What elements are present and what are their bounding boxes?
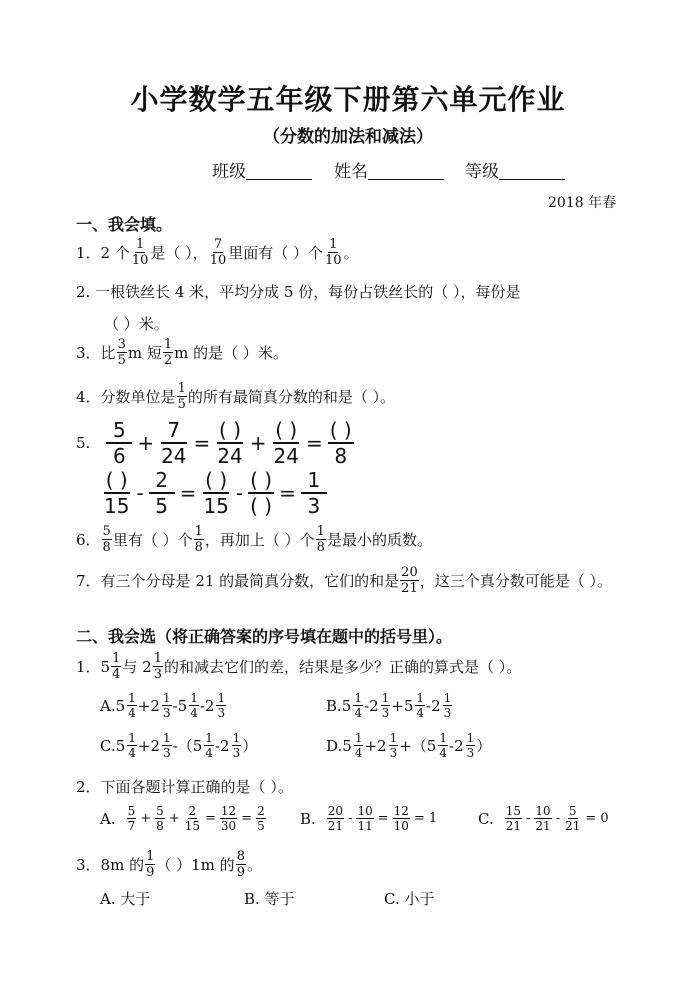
page-subtitle: （分数的加法和减法） [263,127,433,147]
numerator: 1 [128,731,136,745]
operator: = [179,481,197,505]
operator: + [391,696,404,715]
mixed-number [369,692,391,719]
operator: = 0 [585,811,609,826]
whole: 5 [403,696,414,715]
s2-q2-option-b[interactable] [300,805,440,832]
term-label: 2018 年春 [548,195,617,211]
operator: -（ [172,737,193,755]
numerator: 1 [217,691,226,705]
numerator: 5 [156,804,164,818]
mixed-number [377,732,399,759]
fraction: $\frac{1}{9}$ [146,849,155,880]
s2-q1-option-c[interactable] [100,732,257,759]
whole: 2 [454,736,464,755]
numerator: 15 [505,804,521,818]
fraction [127,692,137,719]
numerator: 1 [128,691,136,705]
class-blank[interactable] [246,161,312,180]
operator: + [137,431,155,455]
fraction [393,805,410,832]
mixed-number [150,692,172,719]
grade-label: 等级 [465,162,499,182]
whole: 2 [150,696,160,715]
s2-q3-option-a[interactable]: A. 大于 [100,890,151,908]
denominator: 3 [232,746,241,760]
denominator: 21 [535,819,551,833]
fraction: $\frac{8}{9}$ [236,849,245,880]
numerator: 1 [190,691,198,705]
operator: = [193,431,211,455]
operator: + [364,736,378,755]
fraction [127,805,137,832]
numerator: 1 [232,731,241,745]
fraction [564,805,581,832]
denominator: 4 [128,746,136,760]
fraction [534,805,551,832]
whole: 2 [369,696,379,715]
class-label: 班级 [212,162,246,182]
operator: = [241,811,253,826]
mixed-number [150,732,172,759]
grade-field [465,157,565,182]
fraction [102,470,131,516]
fraction [204,732,214,759]
mixed-number [193,732,215,759]
page-title: 小学数学五年级下册第六单元作业 [130,83,566,116]
denominator: 5 [257,819,265,833]
whole: 5 [177,696,188,715]
operator: + [137,696,151,715]
whole: 5 [342,736,352,755]
operator: + [168,811,180,826]
whole: 2 [431,696,441,715]
numerator: 1 [205,731,213,745]
paren: ） [476,737,492,755]
name-label: 姓名 [334,162,368,182]
denominator: 11 [357,819,373,833]
numerator: 1 [162,691,171,705]
numerator: 10 [535,804,551,818]
numerator: 1 [389,731,398,745]
denominator: 8 [334,444,348,468]
numerator: ( ) [203,470,229,494]
fraction [415,692,425,719]
denominator: 21 [327,819,344,833]
operator: - [172,696,178,715]
denominator: 4 [354,746,363,760]
denominator: ( ) [250,494,273,518]
fraction [327,805,344,832]
s2-q3-option-c[interactable]: C. 小于 [384,890,435,908]
fraction [389,732,399,759]
operator: +（ [399,737,427,755]
s2-q1-option-a[interactable] [100,692,227,719]
denominator: 3 [307,494,321,518]
s1-question-2-line2: （ ）米。 [104,315,169,333]
denominator: 15 [184,819,200,833]
numerator: 1 [443,691,452,705]
fraction [328,420,354,466]
numerator: 5 [127,804,136,818]
fraction: $\frac{5}{8}$ [102,524,111,555]
denominator: 21 [505,819,521,833]
numerator: ( ) [248,470,274,494]
operator: = [305,431,323,455]
numerator: 2 [188,804,197,818]
s2-question-3: 3． 8m 的 $\frac{1}{9}$ （ ）1m 的 $\frac{8}{9}$ 。 [76,849,262,880]
name-field [334,157,444,182]
denominator: 7 [127,819,136,833]
numerator: 12 [393,804,409,818]
fraction [443,692,453,719]
mixed-number [431,692,453,719]
numerator: 1 [381,691,390,705]
mixed-number [205,692,227,719]
option-label: B. [326,696,342,715]
mixed-number [178,692,200,719]
numerator: 1 [439,731,447,745]
numerator: ( ) [217,420,243,444]
grade-blank[interactable] [499,161,565,180]
s1-question-5-row2 [100,470,329,516]
fraction [127,732,137,759]
numerator: 1 [354,691,362,705]
operator: + [137,736,151,755]
fraction [353,692,363,719]
mixed-number [116,692,138,719]
numerator: 10 [357,804,373,818]
denominator: 3 [163,746,171,760]
fraction [356,805,373,832]
fraction: $\frac{3}{5}$ [117,337,126,368]
s1-question-5-row1: 5. $\frac{5}{6}$ + $\frac{7}{24}$ = ( ) 24 + ( ) 24 = ( ) 8 [76,420,356,466]
numerator: 7 [161,420,187,444]
denominator: 3 [217,706,226,720]
numerator: 2 [149,470,175,494]
numerator: 12 [220,804,237,818]
option-label: A. [100,809,116,828]
denominator: 24 [217,444,243,468]
denominator: 4 [205,746,213,760]
mixed-number [427,732,449,759]
fraction [216,692,226,719]
fraction [466,732,476,759]
denominator: 4 [354,706,362,720]
numerator: 1 [301,470,327,494]
mixed-number [342,732,364,759]
operator: = [204,811,216,826]
fraction: $\frac{7}{10}$ [209,237,227,268]
denominator: 3 [389,746,398,760]
operator: + [249,431,267,455]
s1-question-3: 3． 比 $\frac{3}{5}$ m 短 $\frac{1}{2}$ m 的是（ ）米。 [76,337,288,368]
option-label: C. [478,809,494,828]
fraction [220,805,237,832]
whole: 5 [341,696,352,715]
fraction: $\frac{20}{21}$ [401,565,418,596]
denominator: 21 [565,819,581,833]
operator: - [136,481,144,505]
operator: - [555,811,561,826]
class-field [212,157,312,182]
fraction [189,692,199,719]
denominator: 3 [162,706,171,720]
fraction [272,420,301,466]
denominator: 24 [273,444,299,468]
numerator: 5 [568,804,577,818]
denominator: 30 [220,819,237,833]
option-label: C. [100,736,116,755]
whole: 2 [220,736,230,755]
fraction [248,470,274,516]
numerator: 1 [466,731,475,745]
fraction [162,732,172,759]
s1-question-7: 7． 有三个分母是 21 的最简真分数，它们的和是 $\frac{20}{21}$ ，这三个真分数可能是（ ）。 [76,565,612,596]
s1-question-6: 6． $\frac{5}{8}$ 里有（ ）个 $\frac{1}{8}$ ，再加上（ ）个 $\frac{1}{8}$ 是最小的质数。 [76,524,432,555]
operator: - [199,696,205,715]
whole: 5 [192,736,203,755]
fraction [159,420,188,466]
whole: 2 [204,696,215,715]
whole: 2 [377,736,387,755]
s2-q3-option-b[interactable]: B. 等于 [244,890,295,908]
operator: = [279,481,296,505]
fraction [301,470,327,516]
denominator: 4 [128,706,136,720]
numerator: ( ) [104,470,130,494]
fraction [354,732,364,759]
fraction [232,732,242,759]
denominator: 8 [156,819,164,833]
operator: = 1 [413,811,438,826]
s2-question-1: 1． 5 $\frac{1}{4}$ 与 2 $\frac{1}{3}$ 的和减去它们的差，结果是多少？正确的算式是（ ）。 [76,651,522,682]
s1-question-1: 1． 2 个 $\frac{1}{10}$ 是（ ）， $\frac{7}{10}$ 里面有（ ）个 $\frac{1}{10}$ 。 [76,237,359,268]
mixed-number [116,732,138,759]
operator: - [448,736,455,755]
s2-q1-option-d[interactable] [326,732,491,759]
operator: - [526,811,531,826]
denominator: 15 [104,494,130,518]
numerator: ( ) [273,420,299,444]
fraction [184,805,201,832]
denominator: 3 [381,706,390,720]
fraction [505,805,522,832]
denominator: 4 [439,746,447,760]
fraction [438,732,448,759]
whole: 5 [115,736,126,755]
denominator: 5 [155,494,169,518]
operator: - [348,811,353,826]
denominator: 3 [466,746,475,760]
denominator: 3 [443,706,452,720]
mixed-number [454,732,476,759]
operator: - [426,696,432,715]
operator: - [214,736,221,755]
operator: = [377,811,389,826]
fraction: $\frac{1}{10}$ [325,237,342,268]
fraction [381,692,391,719]
fraction: $\frac{1}{8}$ [316,524,325,555]
fraction: $\frac{1}{4}$ [112,651,121,682]
fraction: $\frac{1}{3}$ [153,651,162,682]
fraction [155,805,165,832]
numerator: 2 [257,804,265,818]
fraction: $\frac{1}{5}$ [177,381,186,412]
fraction [201,470,230,516]
name-blank[interactable] [368,161,444,180]
s2-question-2: 2． 下面各题计算正确的是（ ）。 [76,778,293,796]
fraction: $\frac{1}{10}$ [131,237,149,268]
fraction [256,805,266,832]
section1-heading: 一、我会填。 [76,215,173,234]
numerator: 1 [163,731,171,745]
s2-q1-option-b[interactable] [326,692,453,719]
operator: - [235,481,244,505]
fraction [149,470,175,516]
whole: 5 [115,696,126,715]
option-label: D. [326,736,343,755]
denominator: 24 [161,444,187,468]
mixed-number [220,732,242,759]
numerator: 1 [416,691,425,705]
whole: 5 [426,736,437,755]
denominator: 10 [393,819,409,833]
whole: 2 [150,736,161,755]
denominator: 4 [190,706,198,720]
s1-question-2-line1: 2. 一根铁丝长 4 米，平均分成 5 份，每份占铁丝长的（ ），每份是 [76,283,521,301]
numerator: 20 [327,804,344,818]
paren: ） [242,737,258,755]
option-label: A. [100,696,116,715]
fraction [215,420,244,466]
section2-heading: 二、我会选（将正确答案的序号填在题中的括号里）。 [76,627,453,646]
denominator: 15 [203,494,229,518]
s2-q2-option-c[interactable] [478,805,612,832]
numerator: 5 [106,420,132,444]
mixed-number [404,692,426,719]
operator: - [363,696,370,715]
fraction [106,420,132,466]
numerator: ( ) [328,420,354,444]
denominator: 6 [112,444,126,468]
option-label: B. [300,809,316,828]
fraction: $\frac{1}{8}$ [194,524,203,555]
fraction: $\frac{1}{2}$ [163,337,173,368]
mixed-number [342,692,364,719]
s2-q2-option-a[interactable] [100,805,267,832]
denominator: 4 [416,706,425,720]
operator: + [140,811,152,826]
numerator: 1 [354,731,363,745]
s1-question-4: 4． 分数单位是 $\frac{1}{5}$ 的所有最简真分数的和是（ ）。 [76,381,396,412]
fraction [162,692,172,719]
